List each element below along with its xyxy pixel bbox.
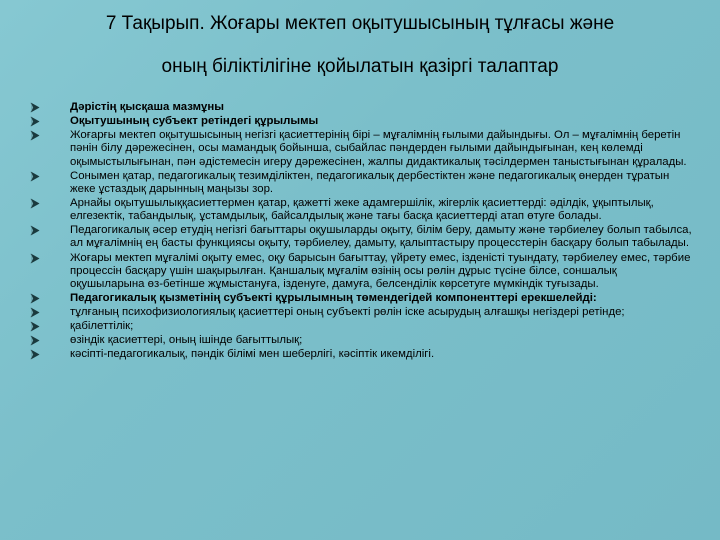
bullet-text: Жоғарғы мектеп оқытушысының негізгі қасиеттерінің бірі – мұғалімнің ғылыми дайындығы. Ол – мұғалімнің беретін пәнін білу дәрежесінен, осы мамандық бойынша, сыбайлас пәндерден ғылыми дайындығынан, кең көлемді оқымыстылығынан, пән әдістемесін игеру дәрежесінен, жалпы дидактикалық тәсілдермен таныстығынан құралады. xyxy=(70,129,687,168)
bullet-text: қабілеттілік; xyxy=(70,320,134,333)
bullet-text: Педагогикалық қызметінің субъекті құрылымның төмендегідей компоненттері ерекшелейді: xyxy=(70,292,597,305)
bullet-item xyxy=(30,306,692,319)
arrowhead-bullet-icon xyxy=(30,198,40,209)
bullet-text: тұлғаның психофизиологиялық қасиеттері оның субъекті рөлін іске асырудың алғашқы негіздері ретінде; xyxy=(70,306,625,319)
arrowhead-bullet-icon xyxy=(30,293,40,304)
slide-title-line-1: 7 Тақырып. Жоғары мектеп оқытушысының тұлғасы және xyxy=(105,13,615,34)
bullet-text: Арнайы оқытушылыққасиеттермен қатар, қажетті жеке адамгершілік, жігерлік қасиеттерді: әділдік, ұқыптылық, елгезектік, табандылық, ұстамдылық, байсалдылық және тағы басқа қасиеттерді атап өтуге болады. xyxy=(70,196,654,223)
bullet-text: Оқытушының субъект ретіндегі құрылымы xyxy=(70,115,319,128)
arrowhead-bullet-icon xyxy=(30,321,40,332)
bullet-text: кәсіпті-педагогикалық, пәндік білімі мен шеберлігі, кәсіптік икемділігі. xyxy=(70,348,435,361)
arrowhead-bullet-icon xyxy=(30,225,40,236)
arrowhead-bullet-icon xyxy=(30,130,40,141)
slide-title-line-2: оның біліктілігіне қойылатын қазіргі талаптар xyxy=(161,56,559,77)
bullet-item xyxy=(30,348,692,361)
bullet-text: өзіндік қасиеттері, оның ішінде бағыттылық; xyxy=(70,334,303,347)
bullet-item xyxy=(30,129,692,169)
arrowhead-bullet-icon xyxy=(30,102,40,113)
bullet-item xyxy=(30,197,692,223)
bullet-item xyxy=(30,334,692,347)
arrowhead-bullet-icon xyxy=(30,335,40,346)
bullet-list xyxy=(30,101,692,363)
bullet-item xyxy=(30,170,692,196)
bullet-text: Педагогикалық әсер етудің негізгі бағыттары оқушыларды оқыту, білім беру, дамыту және тәрбиелеу болып табылса, ал мұғалімнің ең басты функциясы оқыту, тәрбиелеу, дамыту, қалыптастыру процесстерін басқару болып табылады. xyxy=(70,224,692,250)
arrowhead-bullet-icon xyxy=(30,349,40,360)
bullet-item xyxy=(30,292,692,305)
bullet-item xyxy=(30,101,692,114)
arrowhead-bullet-icon xyxy=(30,171,40,182)
bullet-item xyxy=(30,115,692,128)
arrowhead-bullet-icon xyxy=(30,307,40,318)
bullet-item xyxy=(30,320,692,333)
bullet-text: Жоғары мектеп мұғалімі оқыту емес, оқу барысын бағыттау, үйрету емес, ізденісті туындату, тәрбиелеу емес, тәрбие процессін басқару үшін шақырылған. Қаншалық мұғалім өзінің осы рөлін дұрыс түсіне білсе, соншалық оқушыларына өз-бетінше жұмыстануға, ізденуге, дамуға, белсенділік көрсетуге мүмкіндік туғызады. xyxy=(70,251,691,290)
bullet-text: Дәрістің қысқаша мазмұны xyxy=(70,101,224,113)
bullet-item xyxy=(30,224,692,250)
bullet-item xyxy=(30,252,692,292)
arrowhead-bullet-icon xyxy=(30,116,40,127)
arrowhead-bullet-icon xyxy=(30,253,40,264)
bullet-text: Сонымен қатар, педагогикалық тезимділіктен, педагогикалық дербестіктен және педагогикалық өнерден тұратын жеке ұстаздық дарынның маңызы зор. xyxy=(70,169,670,195)
